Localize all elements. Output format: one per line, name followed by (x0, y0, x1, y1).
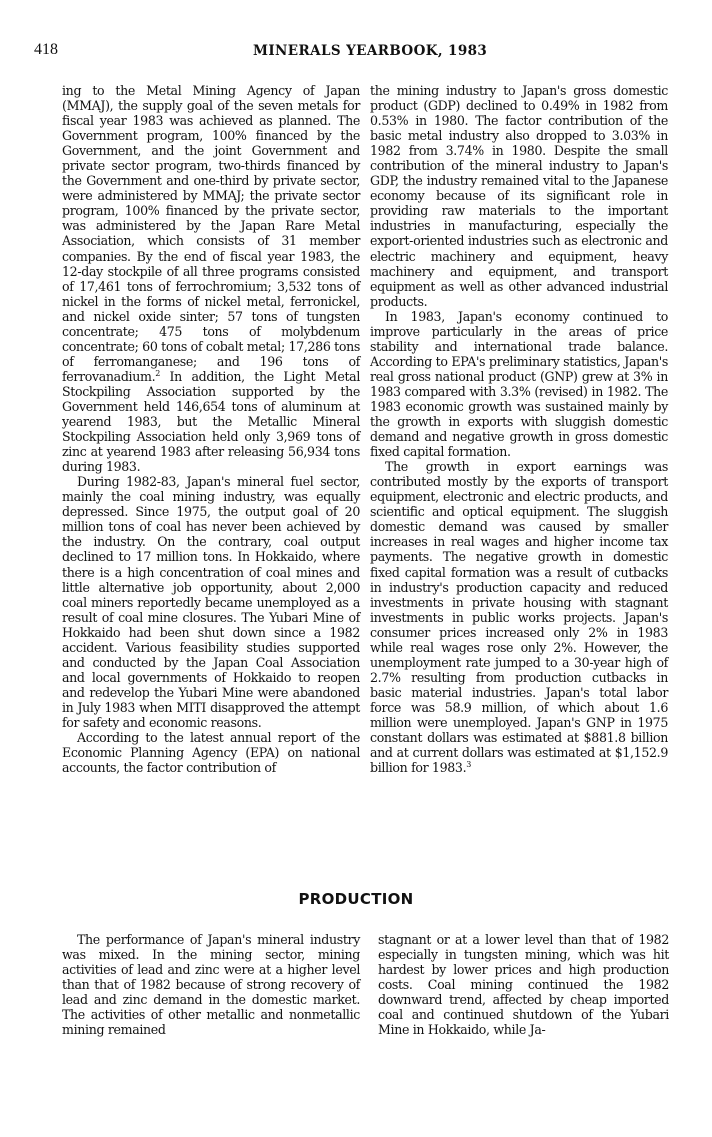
page-number: 418 (34, 41, 58, 58)
text-column-left (62, 83, 360, 775)
paragraph: In 1983, Japan's economy continued to improve particularly in the areas of price stability and international trade balance. According to EPA's preliminary statistics, Japan's real gross national product (GNP) grew at 3% in 1983 compared with 3.3% (revised) in 1982. The 1983 economic growth was sustained mainly by the growth in exports with sluggish domestic demand and negative growth in gross domestic fixed capital formation. (370, 308, 668, 460)
paragraph: According to the latest annual report of the Economic Planning Agency (EPA) on national accounts, the factor contribution of (62, 730, 360, 776)
paragraph: ing to the Metal Mining Agency of Japan (MMAJ), the supply goal of the seven metals for fiscal year 1983 was achieved as planned. The Government program, 100% financed by the Government, and the joint Government and private sector program, two-thirds financed by the Government and one-third by private sector, were administered by MMAJ; the private sector program, 100% financed by the private sector, was administered by the Japan Rare Metal Association, which consists of 31 member companies. By the end of fiscal year 1983, the 12-day stockpile of all three programs consisted of 17,461 tons of ferrochromium; 3,532 tons of nickel in the forms of nickel metal, ferronickel, and nickel oxide sinter; 57 tons of tungsten concentrate; 475 tons of molybdenum concentrate; 60 tons of cobalt metal; 17,286 tons of ferromanganese; and 196 tons of ferrovanadium.$^2$ In addition, the Light Metal Stockpiling Association supported by the Government held 146,654 tons of aluminum at yearend 1983, but the Metallic Mineral Stockpiling Association held only 3,969 tons of zinc at yearend 1983 after releasing 56,934 tons during 1983. (62, 83, 360, 475)
section-heading: PRODUCTION (298, 890, 414, 908)
paragraph: the mining industry to Japan's gross domestic product (GDP) declined to 0.49% in 1982 from 0.53% in 1980. The factor contribution of the basic metal industry also dropped to 3.03% in 1982 from 3.74% in 1980. Despite the small contribution of the mineral industry to Japan's GDP, the industry remained vital to the Japanese economy because of its significant role in providing raw materials to the important industries in manufacturing, especially the export-oriented industries such as electronic and electric machinery and equipment, heavy machinery and equipment, and transport equipment as well as other advanced industrial products. (370, 83, 668, 309)
section-column-right (378, 932, 669, 1037)
text-column-right (370, 83, 668, 775)
paragraph: stagnant or at a lower level than that of 1982 especially in tungsten mining, which was hit hardest by lower prices and high production costs. Coal mining continued the 1982 downward trend, affected by cheap imported coal and continued shutdown of the Yubari Mine in Hokkaido, while Ja- (378, 932, 669, 1038)
paragraph: During 1982-83, Japan's mineral fuel sector, mainly the coal mining industry, was equally depressed. Since 1975, the output goal of 20 million tons of coal has never been achieved by the industry. On the contrary, coal output declined to 17 million tons. In Hokkaido, where there is a high concentration of coal mines and little alternative job opportunity, about 2,000 coal miners reportedly became unemployed as a result of coal mine closures. The Yubari Mine of Hokkaido had been shut down since a 1982 accident. Various feasibility studies supported and conducted by the Japan Coal Association and local governments of Hokkaido to reopen and redevelop the Yubari Mine were abandoned in July 1983 when MITI disapproved the attempt for safety and economic reasons. (62, 474, 360, 730)
footnote-ref: 2 (155, 368, 160, 378)
running-head: MINERALS YEARBOOK, 1983 (253, 43, 488, 59)
paragraph: The growth in export earnings was contributed mostly by the exports of transport equipment, electronic and electric products, and scientific and optical equipment. The sluggish domestic demand was caused by smaller increases in real wages and higher income tax payments. The negative growth in domestic fixed capital formation was a result of cutbacks in industry's production capacity and reduced investments in private housing with stagnant investments in public works projects. Japan's consumer prices increased only 2% in 1983 while real wages rose only 2%. However, the unemployment rate jumped to a 30-year high of 2.7% resulting from production cutbacks in basic material industries. Japan's total labor force was 58.9 million, of which about 1.6 million were unemployed. Japan's GNP in 1975 constant dollars was estimated at $881.8 billion and at current dollars was estimated at $1,152.9 billion for 1983.$^3$ (370, 459, 668, 776)
paragraph: The performance of Japan's mineral industry was mixed. In the mining sector, mining activities of lead and zinc were at a higher level than that of 1982 because of strong recovery of lead and zinc demand in the domestic market. The activities of other metallic and nonmetallic mining remained (62, 932, 360, 1038)
footnote-ref: 3 (466, 759, 471, 769)
section-column-left (62, 932, 360, 1037)
